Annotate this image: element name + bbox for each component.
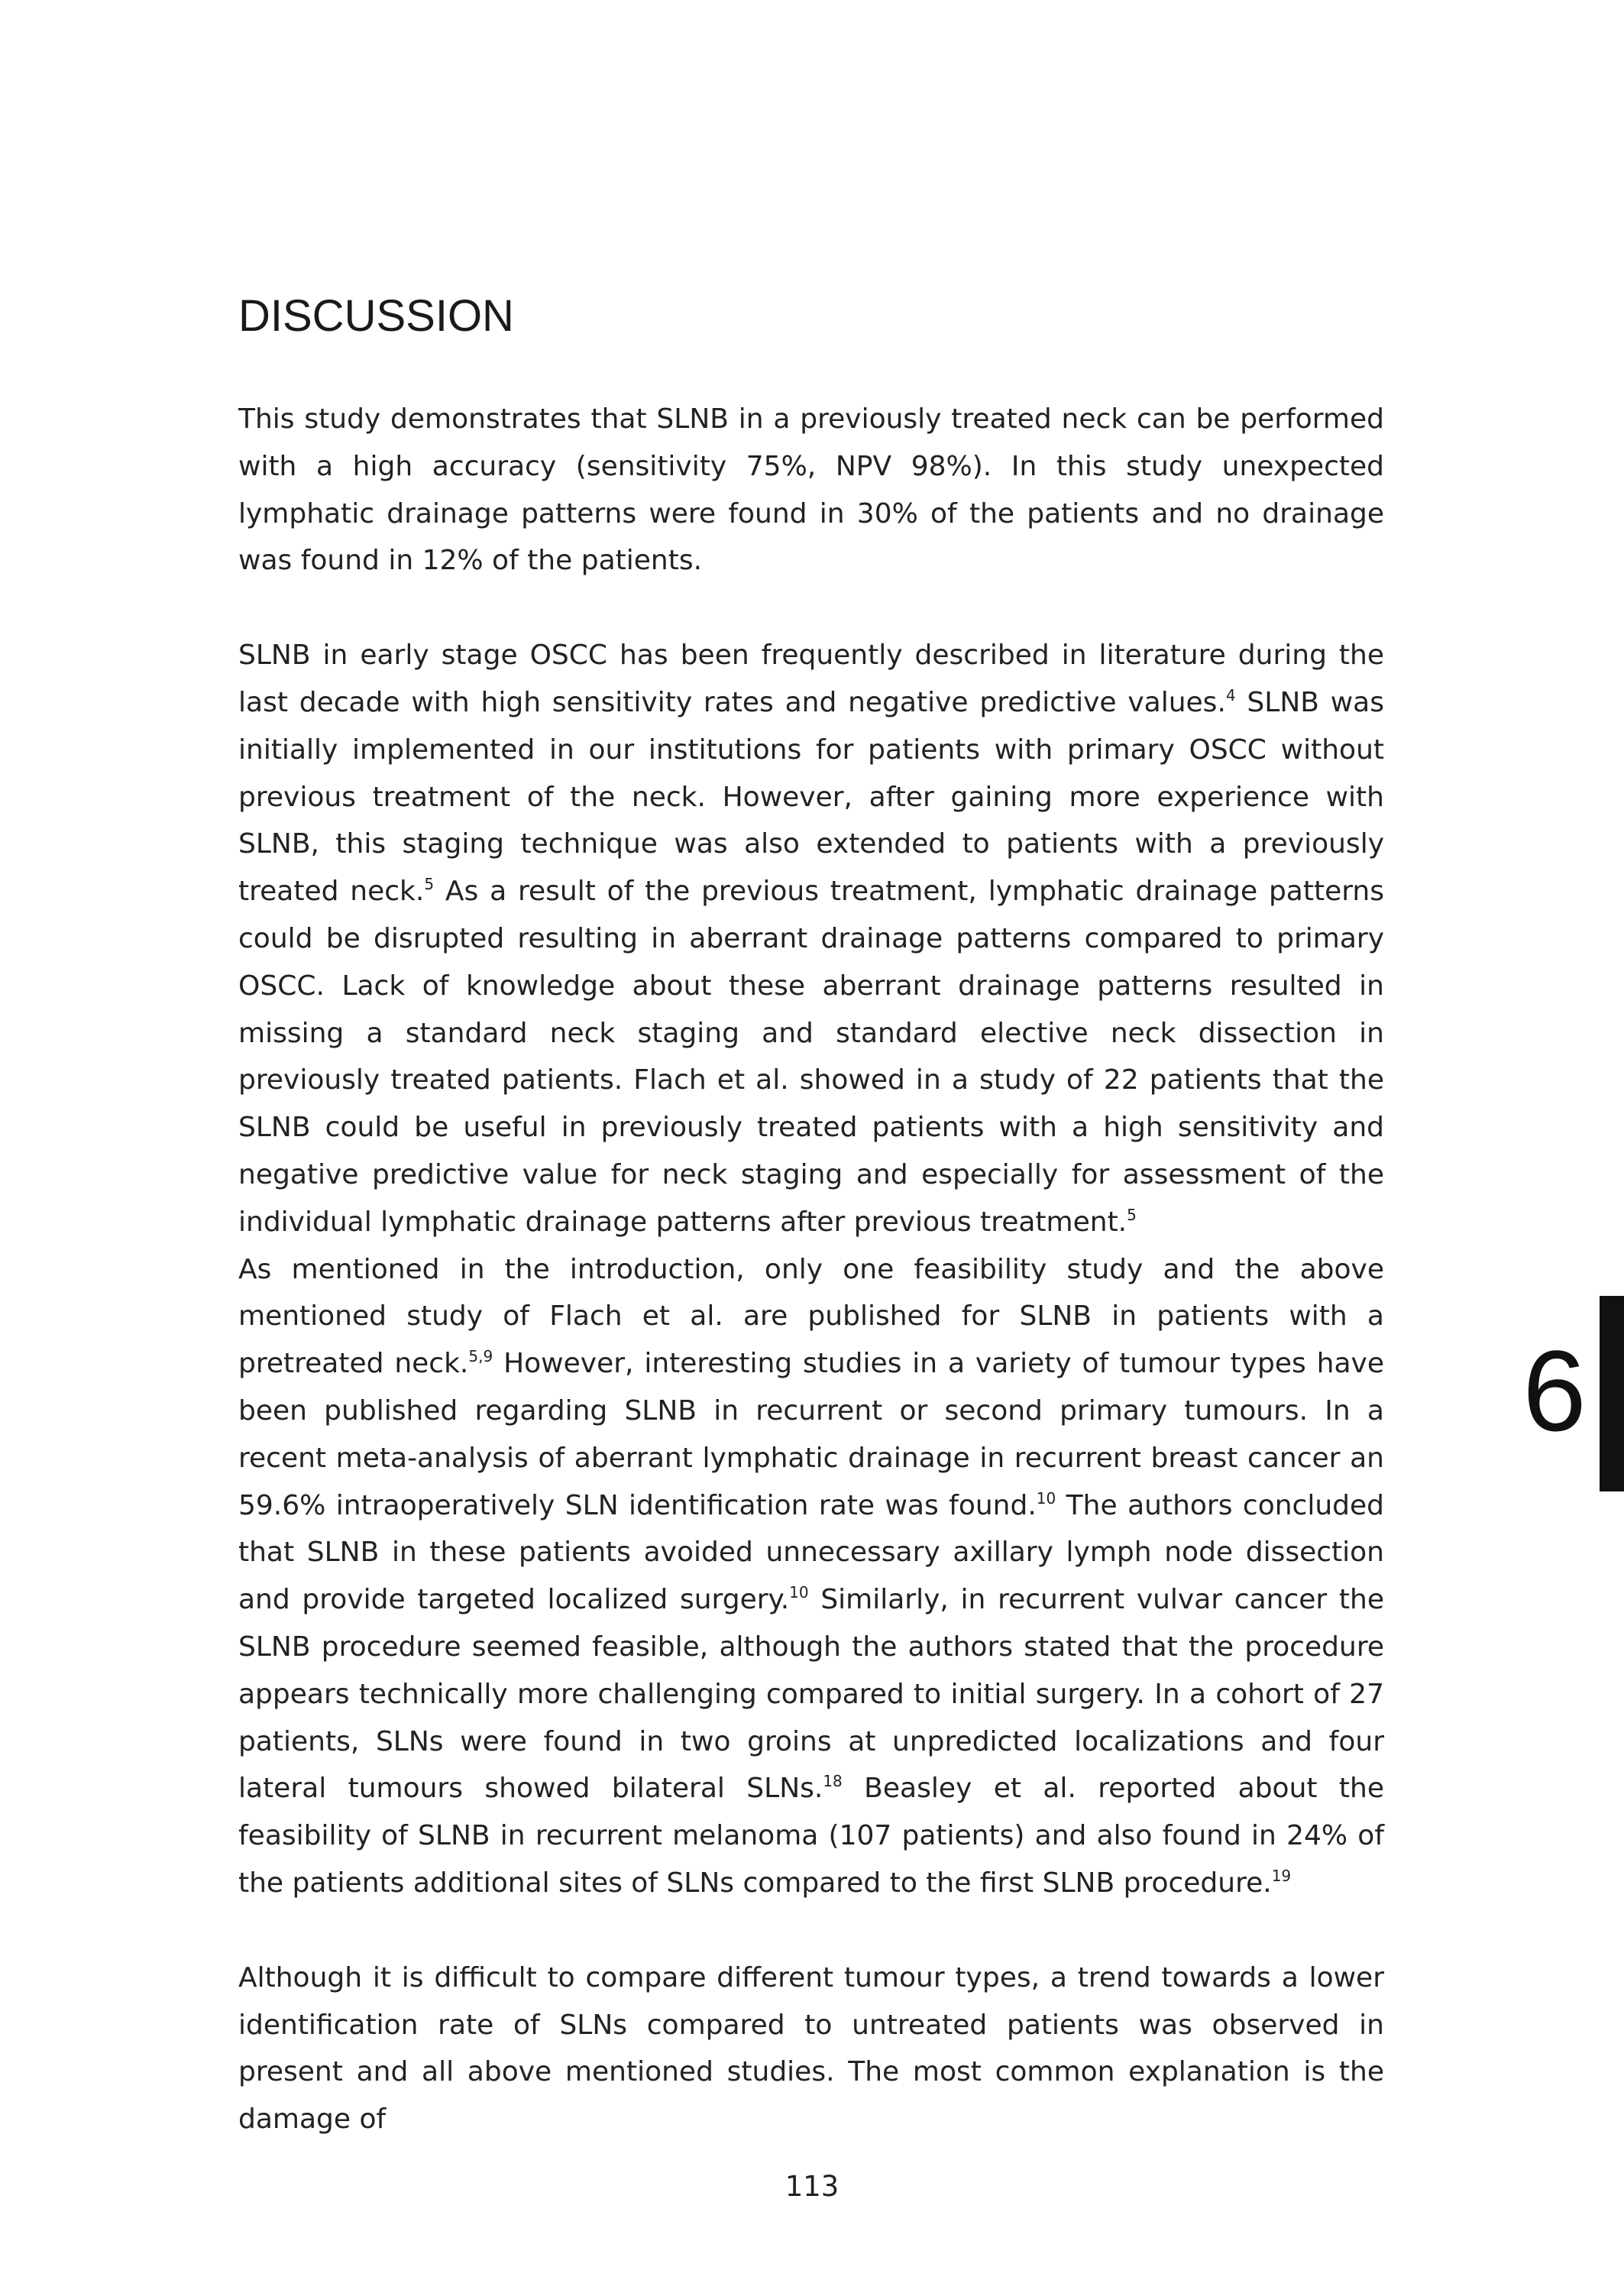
- paragraph-2-text-c: As a result of the previous treatment, lymphatic drainage patterns could be disrupted resulting in aberrant drainage patterns compared to primary OSCC. Lack of knowledge about these aberrant drainage patterns resulted in missing a standard neck staging and standard elective neck dissection in previously treated patients. Flach et al. showed in a study of 22 patients that the SLNB could be useful in previously treated patients with a high sensitivity and negative predictive value for neck staging and especially for assessment of the individual lymphatic drainage patterns after previous treatment.: [238, 876, 1384, 1238]
- reference-marker: 19: [1271, 1866, 1292, 1885]
- paragraph-3-text-b: However, interesting studies in a variety of tumour types have been published regarding SLNB in recurrent or second primary tumours. In a recent meta-analysis of aberrant lymphatic drainage in recurrent breast cancer an 59.6% intraoperatively SLN identification rate was found.: [238, 1348, 1385, 1521]
- page-number: 113: [785, 2170, 839, 2203]
- paragraph-2-text-a: SLNB in early stage OSCC has been frequently described in literature during the last decade with high sensitivity rates and negative predictive values.: [238, 640, 1384, 718]
- reference-marker: 5: [1127, 1205, 1137, 1224]
- paragraph-3-text-e: Beasley et al. reported about the feasibility of SLNB in recurrent melanoma (107 patients) and also found in 24% of the patients additional sites of SLNs compared to the first SLNB procedure.: [238, 1773, 1384, 1899]
- paragraph-2-text-b: SLNB was initially implemented in our institutions for patients with primary OSCC without previous treatment of the neck. However, after gaining more experience with SLNB, this staging technique was also extended to patients with a previously treated neck.: [238, 686, 1384, 908]
- paragraph-4: Although it is difficult to compare different tumour types, a trend towards a lower identification rate of SLNs compared to untreated patients was observed in present and all above mentioned studies. The most common explanation is the damage of: [238, 1961, 1384, 2136]
- paragraph-2: [238, 632, 1384, 1245]
- reference-marker: 5: [424, 875, 435, 894]
- paragraph-3: [238, 1246, 1384, 1907]
- reference-marker: 18: [823, 1772, 843, 1791]
- chapter-number: 6: [1522, 1326, 1587, 1455]
- paragraph-3-text-d: Similarly, in recurrent vulvar cancer the SLNB procedure seemed feasible, although the authors stated that the procedure appears technically more challenging compared to initial surgery. In a cohort of 27 patients, SLNs were found in two groins at unpredicted localizations and four lateral tumours showed bilateral SLNs.: [238, 1584, 1385, 1805]
- reference-marker: 4: [1225, 685, 1236, 704]
- reference-marker: 10: [1036, 1488, 1056, 1508]
- reference-marker: 10: [789, 1583, 809, 1602]
- body-text: [238, 396, 1384, 2143]
- reference-marker: 5,9: [468, 1347, 493, 1366]
- chapter-tab-marker: [1600, 1296, 1624, 1491]
- section-heading: DISCUSSION: [238, 291, 514, 341]
- paragraph-1: This study demonstrates that SLNB in a previously treated neck can be performed with a high accuracy (sensitivity 75%, NPV 98%). In this study unexpected lymphatic drainage patterns were found in 30% of the patients and no drainage was found in 12% of the patients.: [238, 403, 1384, 577]
- paragraph-3-text-a: As mentioned in the introduction, only one feasibility study and the above mentioned study of Flach et al. are published for SLNB in patients with a pretreated neck.: [238, 1253, 1384, 1380]
- paragraph-3-text-c: The authors concluded that SLNB in these patients avoided unnecessary axillary lymph node dissection and provide targeted localized surgery.: [238, 1489, 1384, 1616]
